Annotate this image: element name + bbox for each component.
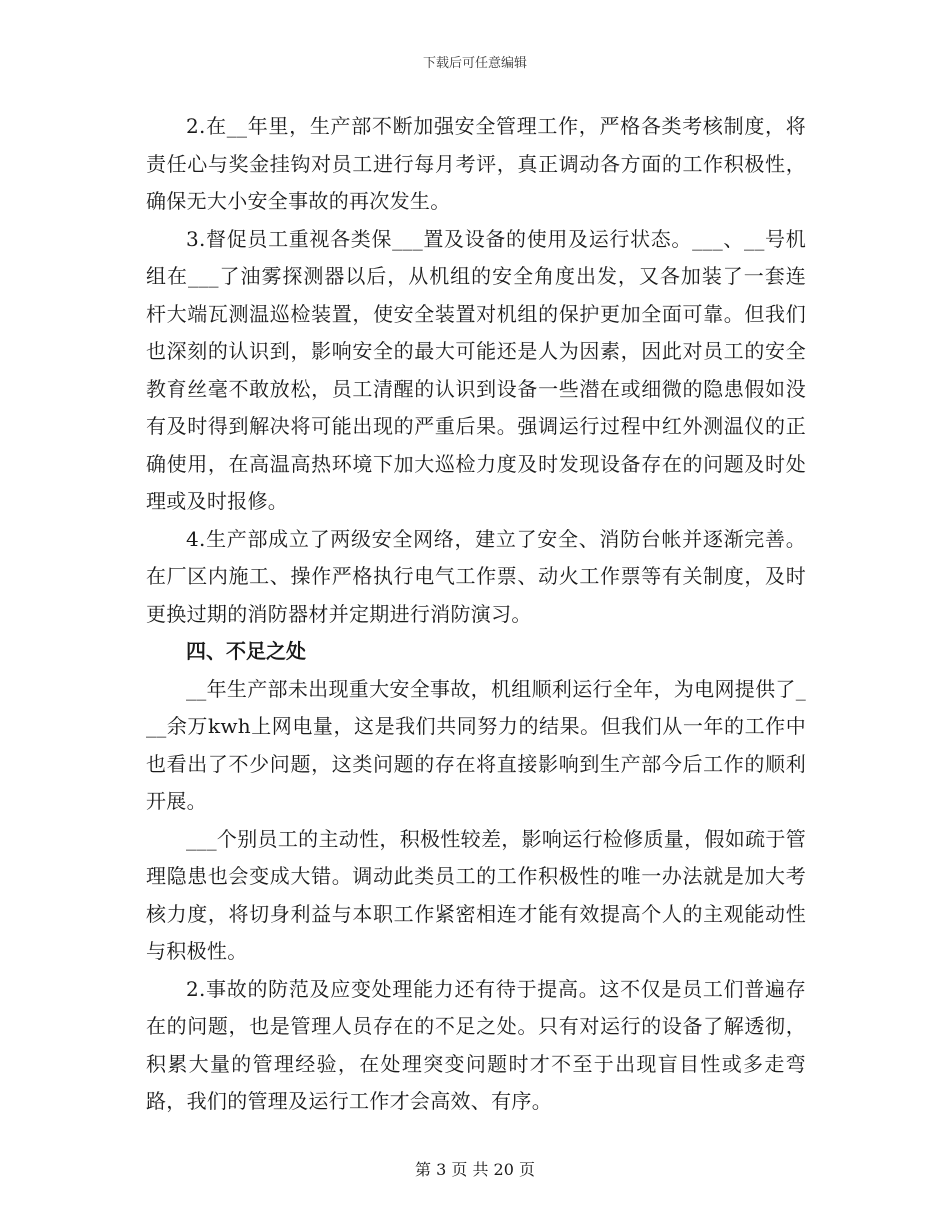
paragraph-item-4: 4.生产部成立了两级安全网络，建立了安全、消防台帐并逐渐完善。在厂区内施工、操作严格执行电气工作票、动火工作票等有关制度，及时更换过期的消防器材并定期进行消防演习。 bbox=[146, 526, 806, 626]
section-paragraph-2: 2.事故的防范及应变处理能力还有待于提高。这不仅是员工们普遍存在的问题，也是管理人员存在的不足之处。只有对运行的设备了解透彻，积累大量的管理经验，在处理突变问题时才不至于出现盲目性或多走弯路，我们的管理及运行工作才会高效、有序。 bbox=[146, 976, 806, 1113]
page-header: 下载后可任意编辑 bbox=[422, 56, 527, 71]
paragraph-item-3: 3.督促员工重视各类保___置及设备的使用及运行状态。___、__号机组在___了油雾探测器以后，从机组的安全角度出发，又各加装了一套连杆大端瓦测温巡检装置，使安全装置对机组的保护更加全面可靠。但我们也深刻的认识到，影响安全的最大可能还是人为因素，因此对员工的安全教育丝毫不敢放松，员工清醒的认识到设备一些潜在或细微的隐患假如没有及时得到解决将可能出现的严重后果。强调运行过程中红外测温仪的正确使用，在高温高热环境下加大巡检力度及时发现设备存在的问题及时处理或及时报修。 bbox=[146, 226, 806, 513]
section-paragraph-1: ___个别员工的主动性，积极性较差，影响运行检修质量，假如疏于管理隐患也会变成大错。调动此类员工的工作积极性的唯一办法就是加大考核力度，将切身利益与本职工作紧密相连才能有效提高个人的主观能动性与积极性。 bbox=[146, 826, 806, 963]
section-paragraph-intro: __年生产部未出现重大安全事故，机组顺利运行全年，为电网提供了___余万kwh上网电量，这是我们共同努力的结果。但我们从一年的工作中也看出了不少问题，这类问题的存在将直接影响到生产部今后工作的顺利开展。 bbox=[146, 676, 806, 813]
section-heading: 四、不足之处 bbox=[186, 639, 306, 663]
paragraph-item-2: 2.在__年里，生产部不断加强安全管理工作，严格各类考核制度，将责任心与奖金挂钩对员工进行每月考评，真正调动各方面的工作积极性，确保无大小安全事故的再次发生。 bbox=[146, 114, 806, 213]
page-footer: 第 3 页 共 20 页 bbox=[415, 1160, 535, 1179]
document-body bbox=[146, 108, 806, 1121]
